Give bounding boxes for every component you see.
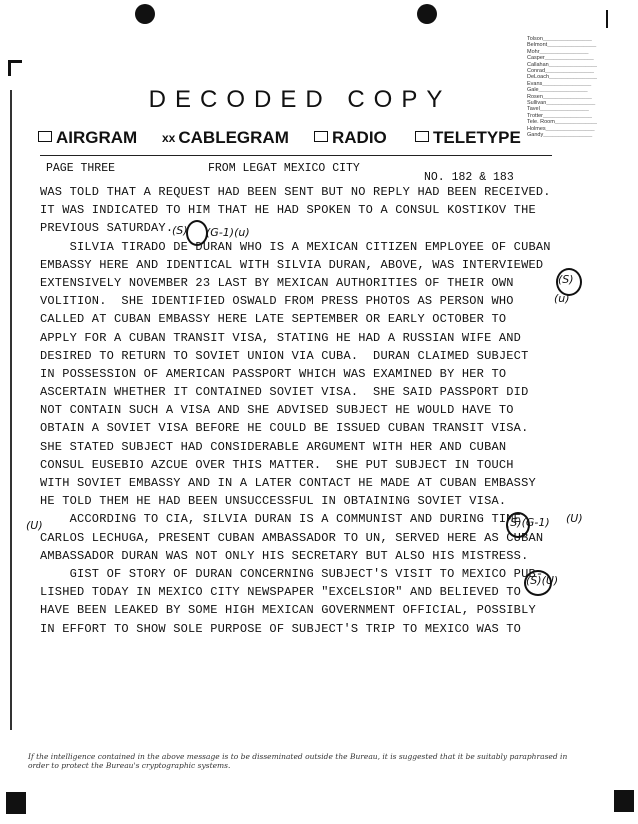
routing-entry: Casper _____ <box>527 55 597 61</box>
annotation-4: (u) <box>554 292 570 305</box>
annotation-8: (S)(U) <box>526 574 559 587</box>
body-line: ASCERTAIN WHETHER IT CONTAINED SOVIET VISA. SHE SAID PASSPORT DID <box>40 385 529 400</box>
checkbox-teletype <box>415 131 429 142</box>
body-line: LISHED TODAY IN MEXICO CITY NEWSPAPER "EXCELSIOR" AND BELIEVED TO <box>40 585 522 600</box>
scan-edge-bottom-left <box>6 792 26 814</box>
routing-entry: Tele. Room _____ <box>527 119 597 125</box>
sender: FROM LEGAT MEXICO CITY <box>208 162 360 175</box>
body-line: IN POSSESSION OF AMERICAN PASSPORT WHICH WAS EXAMINED BY HER TO <box>40 366 507 381</box>
body-line: CALLED AT CUBAN EMBASSY HERE LATE SEPTEMBER OR EARLY OCTOBER TO <box>40 312 507 327</box>
body-line: SILVIA TIRADO DE DURAN WHO IS A MEXICAN CITIZEN EMPLOYEE OF CUBAN <box>40 239 551 254</box>
scan-edge-top-left-h <box>8 60 22 63</box>
routing-entry: Callahan _____ <box>527 62 597 68</box>
message-body <box>40 183 560 638</box>
type-teletype-label: TELETYPE <box>433 128 521 147</box>
body-line: EXTENSIVELY NOVEMBER 23 LAST BY MEXICAN AUTHORITIES OF THEIR OWN <box>40 275 514 290</box>
annotation-5: (U) <box>26 519 43 532</box>
page-number: PAGE THREE <box>46 162 116 175</box>
annotation-3: (S) <box>558 273 574 286</box>
body-line: OBTAIN A SOVIET VISA BEFORE HE COULD BE ISSUED CUBAN TRANSIT VISA. <box>40 421 529 436</box>
transmission-types <box>38 128 578 152</box>
routing-entry: Sullivan _____ <box>527 100 597 106</box>
annotation-circle-1 <box>186 220 208 246</box>
routing-entry: Trotter _____ <box>527 113 597 119</box>
body-line: IT WAS INDICATED TO HIM THAT HE HAD SPOKEN TO A CONSUL KOSTIKOV THE <box>40 203 536 218</box>
routing-entry: Tavel _____ <box>527 106 597 112</box>
type-cablegram <box>162 128 289 148</box>
message-number: NO. 182 & 183 <box>424 171 514 184</box>
body-line: DESIRED TO RETURN TO SOVIET UNION VIA CUBA. DURAN CLAIMED SUBJECT <box>40 348 529 363</box>
body-line: PREVIOUS SATURDAY. <box>40 221 174 236</box>
routing-entry: Tolson _____ <box>527 36 597 42</box>
type-airgram <box>38 128 137 148</box>
routing-entry: Conrad _____ <box>527 68 597 74</box>
body-line: HAVE BEEN LEAKED BY SOME HIGH MEXICAN GOVERNMENT OFFICIAL, POSSIBLY <box>40 603 536 618</box>
annotation-1: (S) <box>172 224 188 237</box>
annotation-6: (S)(G-1) <box>506 516 550 529</box>
body-line: SHE STATED SUBJECT HAD CONSIDERABLE ARGUMENT WITH HER AND CUBAN <box>40 439 507 454</box>
routing-entry: Gandy _____ <box>527 132 597 138</box>
body-line: VOLITION. SHE IDENTIFIED OSWALD FROM PRESS PHOTOS AS PERSON WHO <box>40 294 514 309</box>
body-line: APPLY FOR A CUBAN TRANSIT VISA, STATING HE HAD A RUSSIAN WIFE AND <box>40 330 522 345</box>
body-line: HE TOLD THEM HE HAD BEEN UNSUCCESSFUL IN OBTAINING SOVIET VISA. <box>40 494 507 509</box>
body-line: AMBASSADOR DURAN WAS NOT ONLY HIS SECRETARY BUT ALSO HIS MISTRESS. <box>40 548 529 563</box>
checkbox-airgram <box>38 131 52 142</box>
type-radio <box>314 128 387 148</box>
body-line: EMBASSY HERE AND IDENTICAL WITH SILVIA DURAN, ABOVE, WAS INTERVIEWED <box>40 257 544 272</box>
body-line: NOT CONTAIN SUCH A VISA AND SHE ADVISED SUBJECT HE WOULD HAVE TO <box>40 403 514 418</box>
routing-entry: Gale _____ <box>527 87 597 93</box>
routing-entry: DeLoach _____ <box>527 74 597 80</box>
routing-entry: Holmes _____ <box>527 126 597 132</box>
annotation-2: (G-1)(u) <box>206 226 250 239</box>
type-teletype <box>415 128 521 148</box>
type-cablegram-label: CABLEGRAM <box>178 128 289 147</box>
type-airgram-label: AIRGRAM <box>56 128 138 147</box>
routing-entry: Mohr _____ <box>527 49 597 55</box>
dissemination-footer: If the intelligence contained in the above message is to be disseminated outside the Bureau, it is suggested that it be suitably paraphrased in order to protect the Bureau's cryptographic systems. <box>28 752 568 770</box>
routing-entry: Belmont _____ <box>527 42 597 48</box>
check-mark-cablegram: xx <box>162 131 176 145</box>
routing-entry: Evans _____ <box>527 81 597 87</box>
body-line: CONSUL EUSEBIO AZCUE OVER THIS MATTER. SHE PUT SUBJECT IN TOUCH <box>40 457 514 472</box>
type-radio-label: RADIO <box>332 128 387 147</box>
body-line: IN EFFORT TO SHOW SOLE PURPOSE OF SUBJECT'S TRIP TO MEXICO WAS TO <box>40 621 522 636</box>
routing-entry: Rosen _____ <box>527 94 597 100</box>
annotation-7: (U) <box>566 512 583 525</box>
body-line: WITH SOVIET EMBASSY AND IN A LATER CONTACT HE MADE AT CUBAN EMBASSY <box>40 476 536 490</box>
body-line: GIST OF STORY OF DURAN CONCERNING SUBJECT'S VISIT TO MEXICO PUB- <box>40 566 544 581</box>
scan-edge-left <box>10 90 12 730</box>
body-line: CARLOS LECHUGA, PRESENT CUBAN AMBASSADOR TO UN, SERVED HERE AS CUBAN <box>40 530 544 545</box>
scan-edge-right <box>606 10 608 28</box>
divider-top <box>40 155 552 156</box>
document-title: DECODED COPY <box>148 86 452 113</box>
checkbox-radio <box>314 131 328 142</box>
punch-hole-left <box>135 4 155 24</box>
body-line: WAS TOLD THAT A REQUEST HAD BEEN SENT BUT NO REPLY HAD BEEN RECEIVED. <box>40 185 551 199</box>
punch-hole-right <box>417 4 437 24</box>
body-line: ACCORDING TO CIA, SILVIA DURAN IS A COMMUNIST AND DURING TIME <box>40 512 522 527</box>
scan-edge-bottom-right <box>614 790 634 812</box>
